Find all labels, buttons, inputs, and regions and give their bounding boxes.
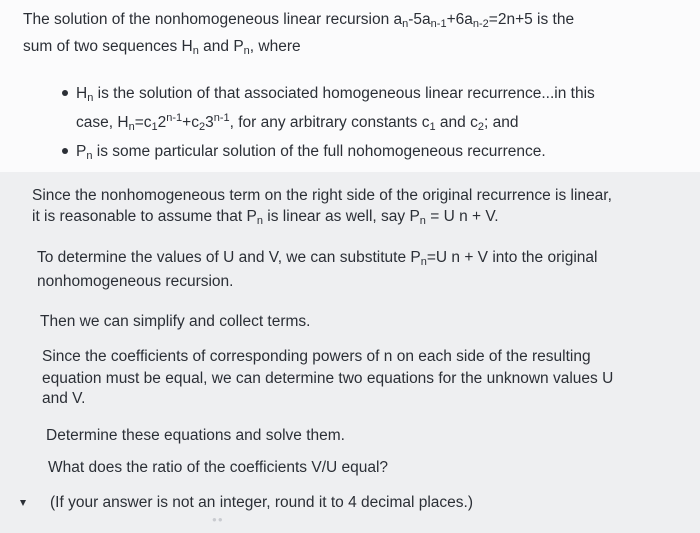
intro-line-1: The solution of the nonhomogeneous linear recursion $a_n-5a_{n-1}+6a_{n-2}=2n+5$ is the — [23, 11, 575, 30]
bullet-dot-2 — [62, 148, 68, 154]
collapse-arrow-icon[interactable] — [20, 500, 26, 506]
paragraph-2-line-2: nonhomogeneous recursion. — [37, 273, 234, 290]
intro-line-2: sum of two sequences $H_n$ and $P_n$, where — [23, 38, 301, 57]
paragraph-6: What does the ratio of the coefficients V/U equal? — [48, 459, 389, 476]
bullet-1-line-1: $H_n$ is the solution of that associated homogeneous linear recurrence...in this — [76, 85, 595, 104]
paragraph-2-line-1: To determine the values of U and V, we can substitute $P_n=U$ n + V into the original — [37, 249, 598, 268]
paragraph-3: Then we can simplify and collect terms. — [40, 313, 311, 330]
paragraph-4-line-1: Since the coefficients of corresponding powers of n on each side of the resulting — [42, 348, 591, 365]
bullet-dot-1 — [62, 90, 68, 96]
paragraph-1-line-2: it is reasonable to assume that $P_n$ is linear as well, say $P_n = U$ n + V. — [32, 208, 499, 227]
faint-watermark-icon — [212, 516, 224, 524]
paragraph-4-line-3: and V. — [42, 390, 86, 407]
paragraph-5: Determine these equations and solve them. — [46, 427, 345, 444]
bullet-2-line: $P_n$ is some particular solution of the full nohomogeneous recurrence. — [76, 143, 546, 162]
bullet-1-line-2: case, $H_n=c_12^{n-1}+c_23^{n-1}$, for any arbitrary constants $c_1$ and $c_2$; and — [76, 112, 519, 133]
paragraph-1-line-1: Since the nonhomogeneous term on the right side of the original recurrence is linear, — [32, 187, 612, 204]
paragraph-7: (If your answer is not an integer, round it to 4 decimal places.) — [50, 494, 474, 511]
paragraph-4-line-2: equation must be equal, we can determine two equations for the unknown values U — [42, 370, 614, 387]
